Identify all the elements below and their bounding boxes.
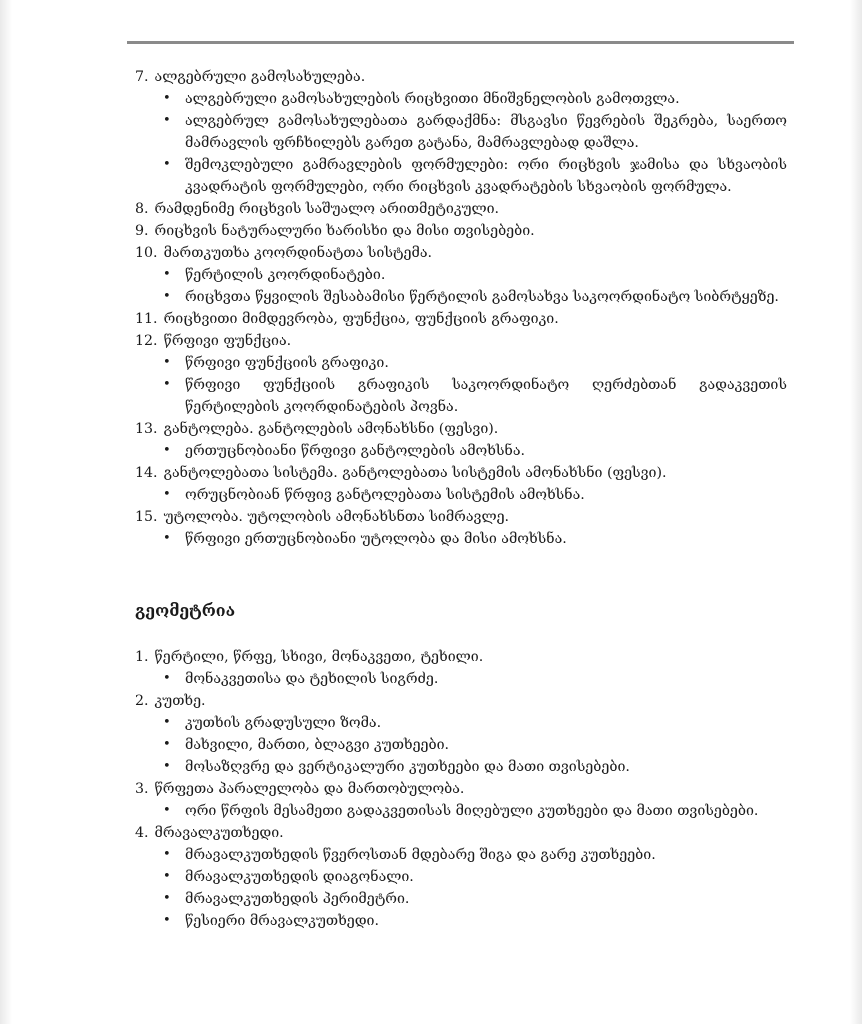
bullet-dot-icon: •	[163, 891, 171, 906]
item-number: 3.	[135, 781, 149, 797]
bullet-text: მონაკვეთისა და ტეხილის სიგრძე.	[185, 671, 439, 687]
bullet-dot-icon: •	[163, 671, 171, 686]
numbered-item	[135, 418, 787, 440]
bullet-text: ორი წრფის მესამეთი გადაკვეთისას მიღებული კუთხეები და მათი თვისებები.	[185, 803, 759, 819]
bullet-dot-icon: •	[163, 487, 171, 502]
bullet-item	[135, 110, 787, 154]
bullet-dot-icon: •	[163, 91, 171, 106]
bullet-item	[135, 264, 787, 286]
bullet-text: შემოკლებული გამრავლების ფორმულები: ორი რიცხვის ჯამისა და სხვაობის კვადრატის ფორმულები, ორი რიცხვის კვადრატების სხვაობის ფორმულა.	[185, 157, 787, 195]
bullet-item	[135, 734, 787, 756]
item-text: უტოლობა. უტოლობის ამონახსნთა სიმრავლე.	[163, 509, 510, 525]
bullet-text: წესიერი მრავალკუთხედი.	[185, 913, 379, 929]
item-text: წრფეთა პარალელობა და მართობულობა.	[154, 781, 465, 797]
bullet-text: მახვილი, მართი, ბლაგვი კუთხეები.	[185, 737, 450, 753]
numbered-item	[135, 220, 787, 242]
item-number: 12.	[135, 333, 158, 349]
item-number: 13.	[135, 421, 158, 437]
bullet-text: ალგებრულ გამოსახულებათა გარდაქმნა: მსგავსი წევრების შეკრება, საერთო მამრავლის ფრჩხილებს გარეთ გატანა, მამრავლებად დაშლა.	[185, 113, 787, 151]
numbered-item	[135, 242, 787, 264]
item-text: წერტილი, წრფე, სხივი, მონაკვეთი, ტეხილი.	[154, 649, 484, 665]
bullet-dot-icon: •	[163, 737, 171, 752]
geometry-section-title: გეომეტრია	[135, 601, 236, 620]
item-number: 1.	[135, 649, 149, 665]
item-number: 15.	[135, 509, 158, 525]
item-text: რიცხვითი მიმდევრობა, ფუნქცია, ფუნქციის გრაფიკი.	[163, 311, 559, 327]
numbered-item	[135, 308, 787, 330]
item-number: 10.	[135, 245, 158, 261]
bullet-item	[135, 866, 787, 888]
bullet-dot-icon: •	[163, 377, 171, 392]
bullet-item	[135, 286, 787, 308]
item-number: 14.	[135, 465, 158, 481]
bullet-item	[135, 440, 787, 462]
item-text: განტოლება. განტოლების ამონახსნი (ფესვი).	[163, 421, 499, 437]
item-number: 8.	[135, 201, 149, 217]
numbered-item	[135, 198, 787, 220]
header-rule	[127, 41, 794, 44]
numbered-item	[135, 506, 787, 528]
bullet-dot-icon: •	[163, 289, 171, 304]
bullet-dot-icon: •	[163, 913, 171, 928]
numbered-item	[135, 646, 787, 668]
bullet-dot-icon: •	[163, 443, 171, 458]
bullet-text: მრავალკუთხედის წვეროსთან მდებარე შიგა და გარე კუთხეები.	[185, 847, 656, 863]
bullet-dot-icon: •	[163, 157, 171, 172]
document-page	[135, 66, 787, 932]
bullet-text: ერთუცნობიანი წრფივი განტოლების ამოხსნა.	[185, 443, 526, 459]
bullet-item	[135, 800, 787, 822]
bullet-dot-icon: •	[163, 759, 171, 774]
item-text: მართკუთხა კოორდინატთა სისტემა.	[163, 245, 432, 261]
bullet-item	[135, 484, 787, 506]
bullet-text: წრფივი ერთუცნობიანი უტოლობა და მისი ამოხსნა.	[185, 531, 567, 547]
item-text: წრფივი ფუნქცია.	[163, 333, 292, 349]
bullet-dot-icon: •	[163, 531, 171, 546]
bullet-item	[135, 910, 787, 932]
bullet-item	[135, 88, 787, 110]
item-text: რამდენიმე რიცხვის საშუალო არითმეტიკული.	[154, 201, 500, 217]
page-edge-shadow-right	[850, 0, 862, 1024]
numbered-item	[135, 330, 787, 352]
bullet-item	[135, 756, 787, 778]
bullet-text: ალგებრული გამოსახულების რიცხვითი მნიშვნელობის გამოთვლა.	[185, 91, 680, 107]
bullet-item	[135, 712, 787, 734]
numbered-item	[135, 822, 787, 844]
bullet-dot-icon: •	[163, 355, 171, 370]
bullet-item	[135, 668, 787, 690]
item-text: კუთხე.	[154, 693, 206, 709]
numbered-item	[135, 690, 787, 712]
bullet-dot-icon: •	[163, 267, 171, 282]
bullet-item	[135, 528, 787, 550]
algebra-topic-list	[135, 66, 787, 550]
item-number: 9.	[135, 223, 149, 239]
bullet-text: მოსაზღვრე და ვერტიკალური კუთხეები და მათი თვისებები.	[185, 759, 630, 775]
item-number: 11.	[135, 311, 158, 327]
bullet-dot-icon: •	[163, 869, 171, 884]
bullet-text: წრფივი ფუნქციის გრაფიკის საკოორდინატო ღერძებთან გადაკვეთის წერტილების კოორდინატების პოვნა.	[185, 377, 787, 415]
bullet-item	[135, 844, 787, 866]
bullet-text: წრფივი ფუნქციის გრაფიკი.	[185, 355, 389, 371]
item-text: ალგებრული გამოსახულება.	[154, 69, 366, 85]
item-text: განტოლებათა სისტემა. განტოლებათა სისტემის ამონახსნი (ფესვი).	[163, 465, 667, 481]
bullet-text: კუთხის გრადუსული ზომა.	[185, 715, 382, 731]
bullet-item	[135, 352, 787, 374]
bullet-text: რიცხვთა წყვილის შესაბამისი წერტილის გამოსახვა საკოორდინატო სიბრტყეზე.	[185, 289, 779, 305]
bullet-text: ორუცნობიან წრფივ განტოლებათა სისტემის ამოხსნა.	[185, 487, 585, 503]
numbered-item	[135, 778, 787, 800]
item-number: 4.	[135, 825, 149, 841]
bullet-item	[135, 888, 787, 910]
bullet-dot-icon: •	[163, 803, 171, 818]
item-number: 2.	[135, 693, 149, 709]
bullet-text: მრავალკუთხედის დიაგონალი.	[185, 869, 414, 885]
bullet-dot-icon: •	[163, 715, 171, 730]
bullet-item	[135, 374, 787, 418]
bullet-dot-icon: •	[163, 113, 171, 128]
bullet-dot-icon: •	[163, 847, 171, 862]
bullet-text: მრავალკუთხედის პერიმეტრი.	[185, 891, 410, 907]
item-number: 7.	[135, 69, 149, 85]
bullet-item	[135, 154, 787, 198]
bullet-text: წერტილის კოორდინატები.	[185, 267, 386, 283]
item-text: რიცხვის ნატურალური ხარისხი და მისი თვისებები.	[154, 223, 535, 239]
geometry-topic-list	[135, 646, 787, 932]
numbered-item	[135, 462, 787, 484]
item-text: მრავალკუთხედი.	[154, 825, 284, 841]
page-edge-shadow-left	[0, 0, 12, 1024]
numbered-item	[135, 66, 787, 88]
